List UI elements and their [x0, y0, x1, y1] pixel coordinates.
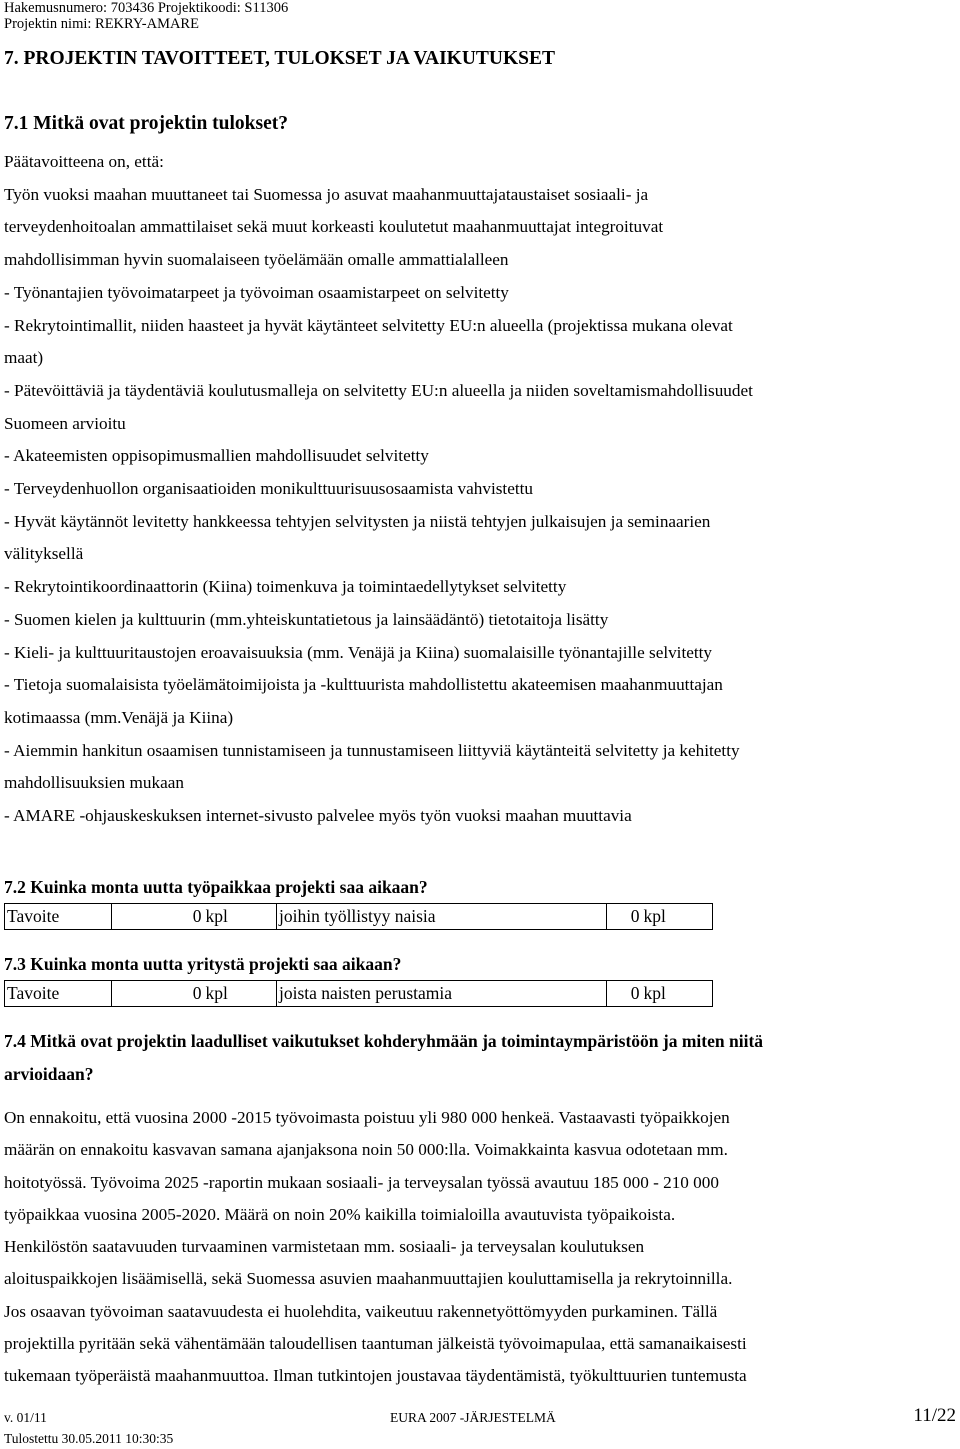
table-row: [5, 904, 713, 930]
footer-printed: Tulostettu 30.05.2011 10:30:35: [4, 1431, 174, 1446]
s74-line: Jos osaavan työvoiman saatavuudesta ei huolehdita, vaikeutuu rakennetyöttömyyden purkaminen. Tällä: [4, 1301, 718, 1321]
s71-line: - Akateemisten oppisopimusmallien mahdollisuudet selvitetty: [4, 446, 429, 466]
document-header: [4, 0, 288, 32]
s72-label-target: Tavoite: [5, 904, 112, 930]
header-project-name: Projektin nimi: REKRY-AMARE: [4, 16, 199, 32]
s71-line: - Rekrytointimallit, niiden haasteet ja hyvät käytänteet selvitetty EU:n alueella (projektissa mukana olevat: [4, 315, 733, 335]
footer-version: v. 01/11: [4, 1410, 47, 1425]
s74-line: hoitotyössä. Työvoima 2025 -raportin mukaan sosiaali- ja terveysalan työssä avautuu 185 000 - 210 000: [4, 1172, 719, 1192]
s71-body: [4, 146, 959, 833]
footer-page-number: 11/22: [913, 1405, 956, 1426]
s74-title-line: 7.4 Mitkä ovat projektin laadulliset vaikutukset kohderyhmään ja toimintaympäristöön ja miten niitä: [4, 1031, 764, 1051]
s72-value-women: 0: [607, 904, 642, 930]
s74-line: On ennakoitu, että vuosina 2000 -2015 työvoimasta poistuu yli 980 000 henkeä. Vastaavasti työpaikkojen: [4, 1108, 730, 1127]
s73-value-women: 0: [607, 981, 642, 1007]
header-application-line: Hakemusnumero: 703436 Projektikoodi: S11306: [4, 0, 289, 16]
s73-label-target: Tavoite: [5, 981, 112, 1007]
s71-line: - Terveydenhuollon organisaatioiden monikulttuurisuusosaamista vahvistettu: [4, 479, 533, 499]
section-title: 7. PROJEKTIN TAVOITTEET, TULOKSET JA VAIKUTUKSET: [4, 48, 556, 69]
s74-line: työpaikkaa vuosina 2005-2020. Määrä on noin 20% kaikilla toimialoilla avautuvista työpaikoista.: [4, 1204, 676, 1224]
s72-unit-women: kpl: [642, 904, 713, 930]
s73-title: 7.3 Kuinka monta uutta yritystä projekti saa aikaan?: [4, 954, 402, 974]
s71-line: Työn vuoksi maahan muuttaneet tai Suomessa jo asuvat maahanmuuttajataustaiset sosiaali- ja: [4, 184, 649, 204]
s74-line: projektilla pyritään sekä vähentämään taloudellisen taantuman jälkeistä työvoimapulaa, että samanaikaisesti: [4, 1334, 747, 1354]
s74-title-line: arvioidaan?: [4, 1064, 94, 1084]
s71-line: Suomeen arvioitu: [4, 413, 126, 433]
s73-table: [4, 980, 713, 1007]
s73-label-women: joista naisten perustamia: [277, 981, 607, 1007]
s71-line: - Tietoja suomalaisista työelämätoimijoista ja -kulttuurista mahdollistettu akateemisen maahanmuuttajan: [4, 675, 723, 695]
s74-title: [4, 1025, 959, 1091]
s72-unit-target: kpl: [204, 904, 277, 930]
table-row: [5, 981, 713, 1007]
s73-unit-women: kpl: [642, 981, 713, 1007]
s71-line: - Rekrytointikoordinaattorin (Kiina) toimenkuva ja toimintaedellytykset selvitetty: [4, 577, 567, 597]
s74-line: määrän on ennakoitu kasvavan samana ajanjaksona noin 50 000:lla. Voimakkainta kasvua odotetaan mm.: [4, 1140, 728, 1160]
s71-line: Päätavoitteena on, että:: [4, 152, 164, 171]
s71-line: - Pätevöittäviä ja täydentäviä koulutusmalleja on selvitetty EU:n alueella ja niiden soveltamismahdollisuudet: [4, 380, 753, 400]
s71-title: 7.1 Mitkä ovat projektin tulokset?: [4, 113, 289, 134]
s74-body: [4, 1102, 959, 1393]
s73-value-target: 0: [112, 981, 204, 1007]
s71-line: terveydenhoitoalan ammattilaiset sekä muut korkeasti koulutetut maahanmuuttajat integroituvat: [4, 217, 664, 237]
s71-line: - Työnantajien työvoimatarpeet ja työvoiman osaamistarpeet on selvitetty: [4, 282, 509, 302]
s71-line: - Suomen kielen ja kulttuurin (mm.yhteiskuntatietous ja lainsäädäntö) tietotaitoja lisätty: [4, 609, 609, 629]
s71-line: mahdollisimman hyvin suomalaiseen työelämään omalle ammattialalleen: [4, 250, 509, 270]
s74-line: tukemaan työperäistä maahanmuuttoa. Ilman tutkintojen joustavaa täydentämistä, työkulttuurien tuntemusta: [4, 1366, 747, 1386]
s71-line: - AMARE -ohjauskeskuksen internet-sivusto palvelee myös työn vuoksi maahan muuttavia: [4, 806, 632, 826]
s72-label-women: joihin työllistyy naisia: [277, 904, 607, 930]
s71-line: - Aiemmin hankitun osaamisen tunnistamiseen ja tunnustamiseen liittyviä käytänteitä selvitetty ja kehitetty: [4, 740, 740, 760]
s72-title: 7.2 Kuinka monta uutta työpaikkaa projekti saa aikaan?: [4, 877, 428, 897]
s74-line: aloituspaikkojen lisäämisellä, sekä Suomessa asuvien maahanmuuttajien kouluttamisella ja rekrytoinnilla.: [4, 1269, 733, 1289]
s73-unit-target: kpl: [204, 981, 277, 1007]
s72-value-target: 0: [112, 904, 204, 930]
s71-line: välityksellä: [4, 544, 84, 564]
s71-line: - Kieli- ja kulttuuritaustojen eroavaisuuksia (mm. Venäjä ja Kiina) suomalaisille työnantajille selvitetty: [4, 642, 713, 662]
s74-line: Henkilöstön saatavuuden turvaaminen varmistetaan mm. sosiaali- ja terveysalan koulutuksen: [4, 1237, 645, 1257]
s72-table: [4, 903, 713, 930]
s71-line: kotimaassa (mm.Venäjä ja Kiina): [4, 707, 234, 727]
footer-system: EURA 2007 -JÄRJESTELMÄ: [390, 1410, 556, 1425]
s71-line: - Hyvät käytännöt levitetty hankkeessa tehtyjen selvitysten ja niistä tehtyjen julkaisujen ja seminaarien: [4, 511, 711, 531]
s71-line: mahdollisuuksien mukaan: [4, 773, 184, 793]
s71-line: maat): [4, 348, 44, 368]
